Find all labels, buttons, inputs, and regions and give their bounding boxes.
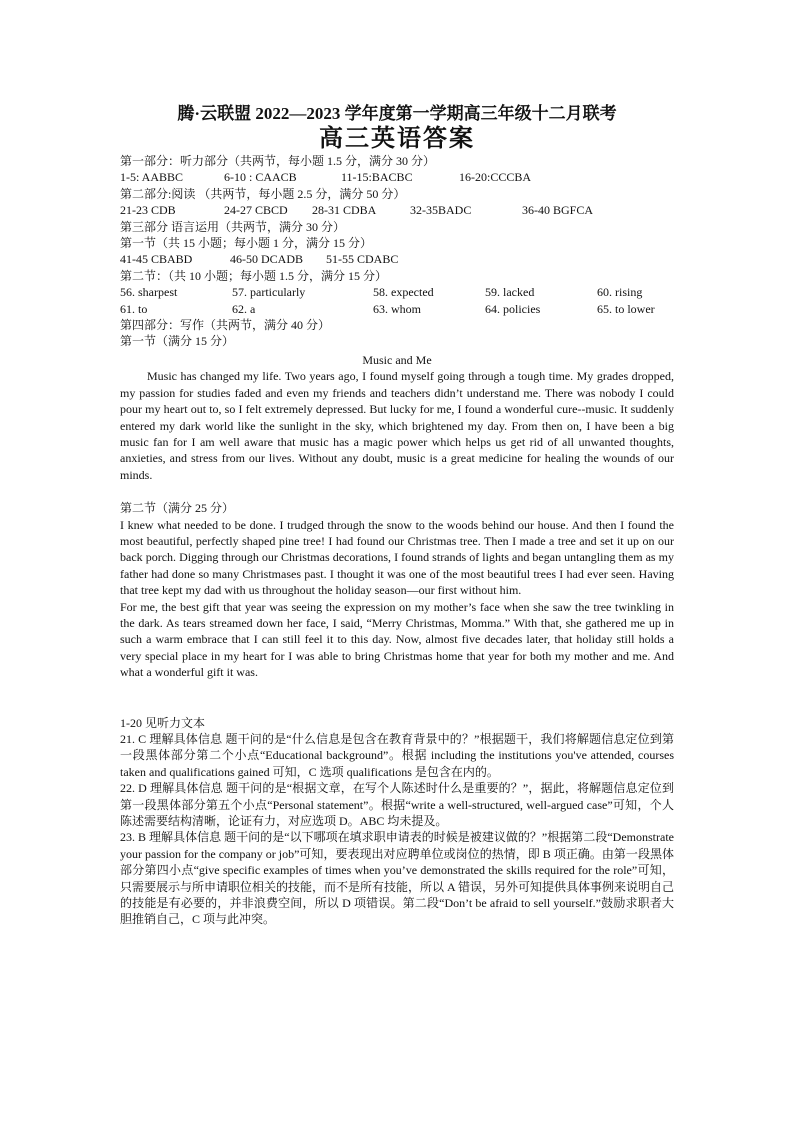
- answer-item: 59. lacked: [485, 285, 535, 300]
- answer-item: 62. a: [232, 301, 256, 316]
- answer-item: 57. particularly: [232, 285, 306, 300]
- listening-note: 1-20 见听力文本: [120, 715, 205, 730]
- answer-item: 21-23 CDB: [120, 203, 176, 218]
- part3-heading: 第三部分 语言运用（共两节，满分 30 分）: [120, 219, 346, 234]
- answer-item: 65. to lower: [597, 301, 655, 316]
- explanation-q23: 23. B 理解具体信息 题干问的是“以下哪项在填求职申请表的时候是被建议做的？”根据第二段“Demonstrate your passion for the company or job”可知，要表现出对应聘单位或岗位的热情，即 B 项正确。由第一段黑体部分第四小点“give specific examples of times when you’ve demonstrated the skills required for the role”可知，只需要展示与所申请职位相关的技能，而不是所有技能，所以 A 错误，另外可知提供具体事例来说明自己的技能是有必要的，并非浪费空间，所以 D 项错误。第二段“Don’t be afraid to sell yourself.”鼓励求职者大胆推销自己，C 项与此冲突。: [120, 830, 675, 927]
- answer-item: 16-20:CCCBA: [459, 170, 532, 185]
- answer-item: 24-27 CBCD: [224, 203, 288, 218]
- story-paragraph-1: I knew what needed to be done. I trudged through the snow to the woods behind our house. And then I found the most beautiful, perfectly shaped pine tree! I had found our Christmas tree. Then I made a tree and set it up on our back porch. Digging through our Christmas decorations, I found strands of lights and began untangling them as my father had done so many Christmases past. I thought it was one of the most beautiful trees I had ever seen. Having that tree kept my dad with us throughout the holiday season—our first without him.: [120, 517, 674, 598]
- answer-item: 64. policies: [485, 301, 541, 316]
- part2-answers: [120, 202, 674, 218]
- part4-heading: 第四部分：写作（共两节，满分 40 分）: [120, 318, 331, 333]
- part3-section2-row1: [120, 284, 674, 300]
- part3-section2-row2: [120, 301, 674, 317]
- answer-item: 61. to: [120, 301, 148, 316]
- part3-section2-heading: 第二节：（共 10 小题；每小题 1.5 分，满分 15 分）: [120, 268, 388, 283]
- part4-section1-heading: 第一节（满分 15 分）: [120, 334, 235, 349]
- part2-heading: 第二部分:阅读 （共两节，每小题 2.5 分，满分 50 分）: [120, 186, 406, 201]
- part4-section2-heading: 第二节（满分 25 分）: [120, 501, 235, 516]
- answer-item: 46-50 DCADB: [230, 252, 304, 267]
- answer-item: 60. rising: [597, 285, 643, 300]
- answer-item: 51-55 CDABC: [326, 252, 399, 267]
- answer-item: 36-40 BGFCA: [522, 203, 594, 218]
- answer-item: 56. sharpest: [120, 285, 178, 300]
- answer-item: 41-45 CBABD: [120, 252, 193, 267]
- answer-item: 28-31 CDBA: [312, 203, 377, 218]
- answer-item: 1-5: AABBC: [120, 170, 184, 185]
- answer-item: 32-35BADC: [410, 203, 472, 218]
- part1-heading: 第一部分：听力部分（共两节，每小题 1.5 分，满分 30 分）: [120, 154, 436, 168]
- exam-title: 腾·云联盟 2022—2023 学年度第一学期高三年级十二月联考: [177, 104, 617, 123]
- story-paragraph-2: For me, the best gift that year was seeing the expression on my mother’s face when she saw the tree twinkling in the dark. As tears streamed down her face, I said, “Merry Christmas, Momma.” With that, she gathered me up in such a warm embrace that I can still feel it to this day. Now, almost five decades later, that holiday still holds a very special place in my heart for I was able to bring Christmas home that year for both my mother and me. And what a wonderful gift it was.: [120, 599, 674, 680]
- answer-item: 63. whom: [373, 301, 421, 316]
- essay-title: Music and Me: [362, 352, 432, 367]
- part1-answers: [120, 169, 674, 185]
- answer-title: 高三英语答案: [319, 126, 475, 152]
- explanation-q22: 22. D 理解具体信息 题干问的是“根据文章，在写个人陈述时什么是重要的？”，据此，将解题信息定位到第一段黑体部分第五个小点“Personal statement”。根据“write a well-structured, well-argued case”可知，个人陈述需要结构清晰，论证有力，对应选项 D。ABC 均未提及。: [120, 781, 674, 829]
- explanation-q21: 21. C 理解具体信息 题干问的是“什么信息是包含在教育背景中的？”根据题干，我们将解题信息定位到第一段黑体部分第二个小点“Educational background”。根据 including the institutions you've attended, courses taken and qualifications gained 可知，C 选项 qualifications 是包含在内的。: [120, 732, 674, 779]
- answer-item: 11-15:BACBC: [341, 170, 413, 185]
- part3-section1-heading: 第一节（共 15 小题；每小题 1 分，满分 15 分）: [120, 236, 373, 251]
- answer-item: 6-10 : CAACB: [224, 170, 297, 185]
- answer-item: 58. expected: [373, 285, 434, 300]
- part3-section1-answers: [120, 251, 674, 267]
- essay-text: Music has changed my life. Two years ago, I found myself going through a tough time. My grades dropped, my passion for studies faded and even my friends and teachers didn’t understand me. There was nobody I could pour my heart out to, so I felt extremely depressed. But lucky for me, I found a wonderful cure--music. It suddenly entered my dark world like the sunlight in the sky, which brightened my day. From then on, I have been a big music fan for I am well aware that music has a magic power which helps us get rid of all unwanted thoughts, anxieties, and stress from our lives. Without any doubt, music is a great medicine for healing the wounds of our minds.: [120, 369, 674, 482]
